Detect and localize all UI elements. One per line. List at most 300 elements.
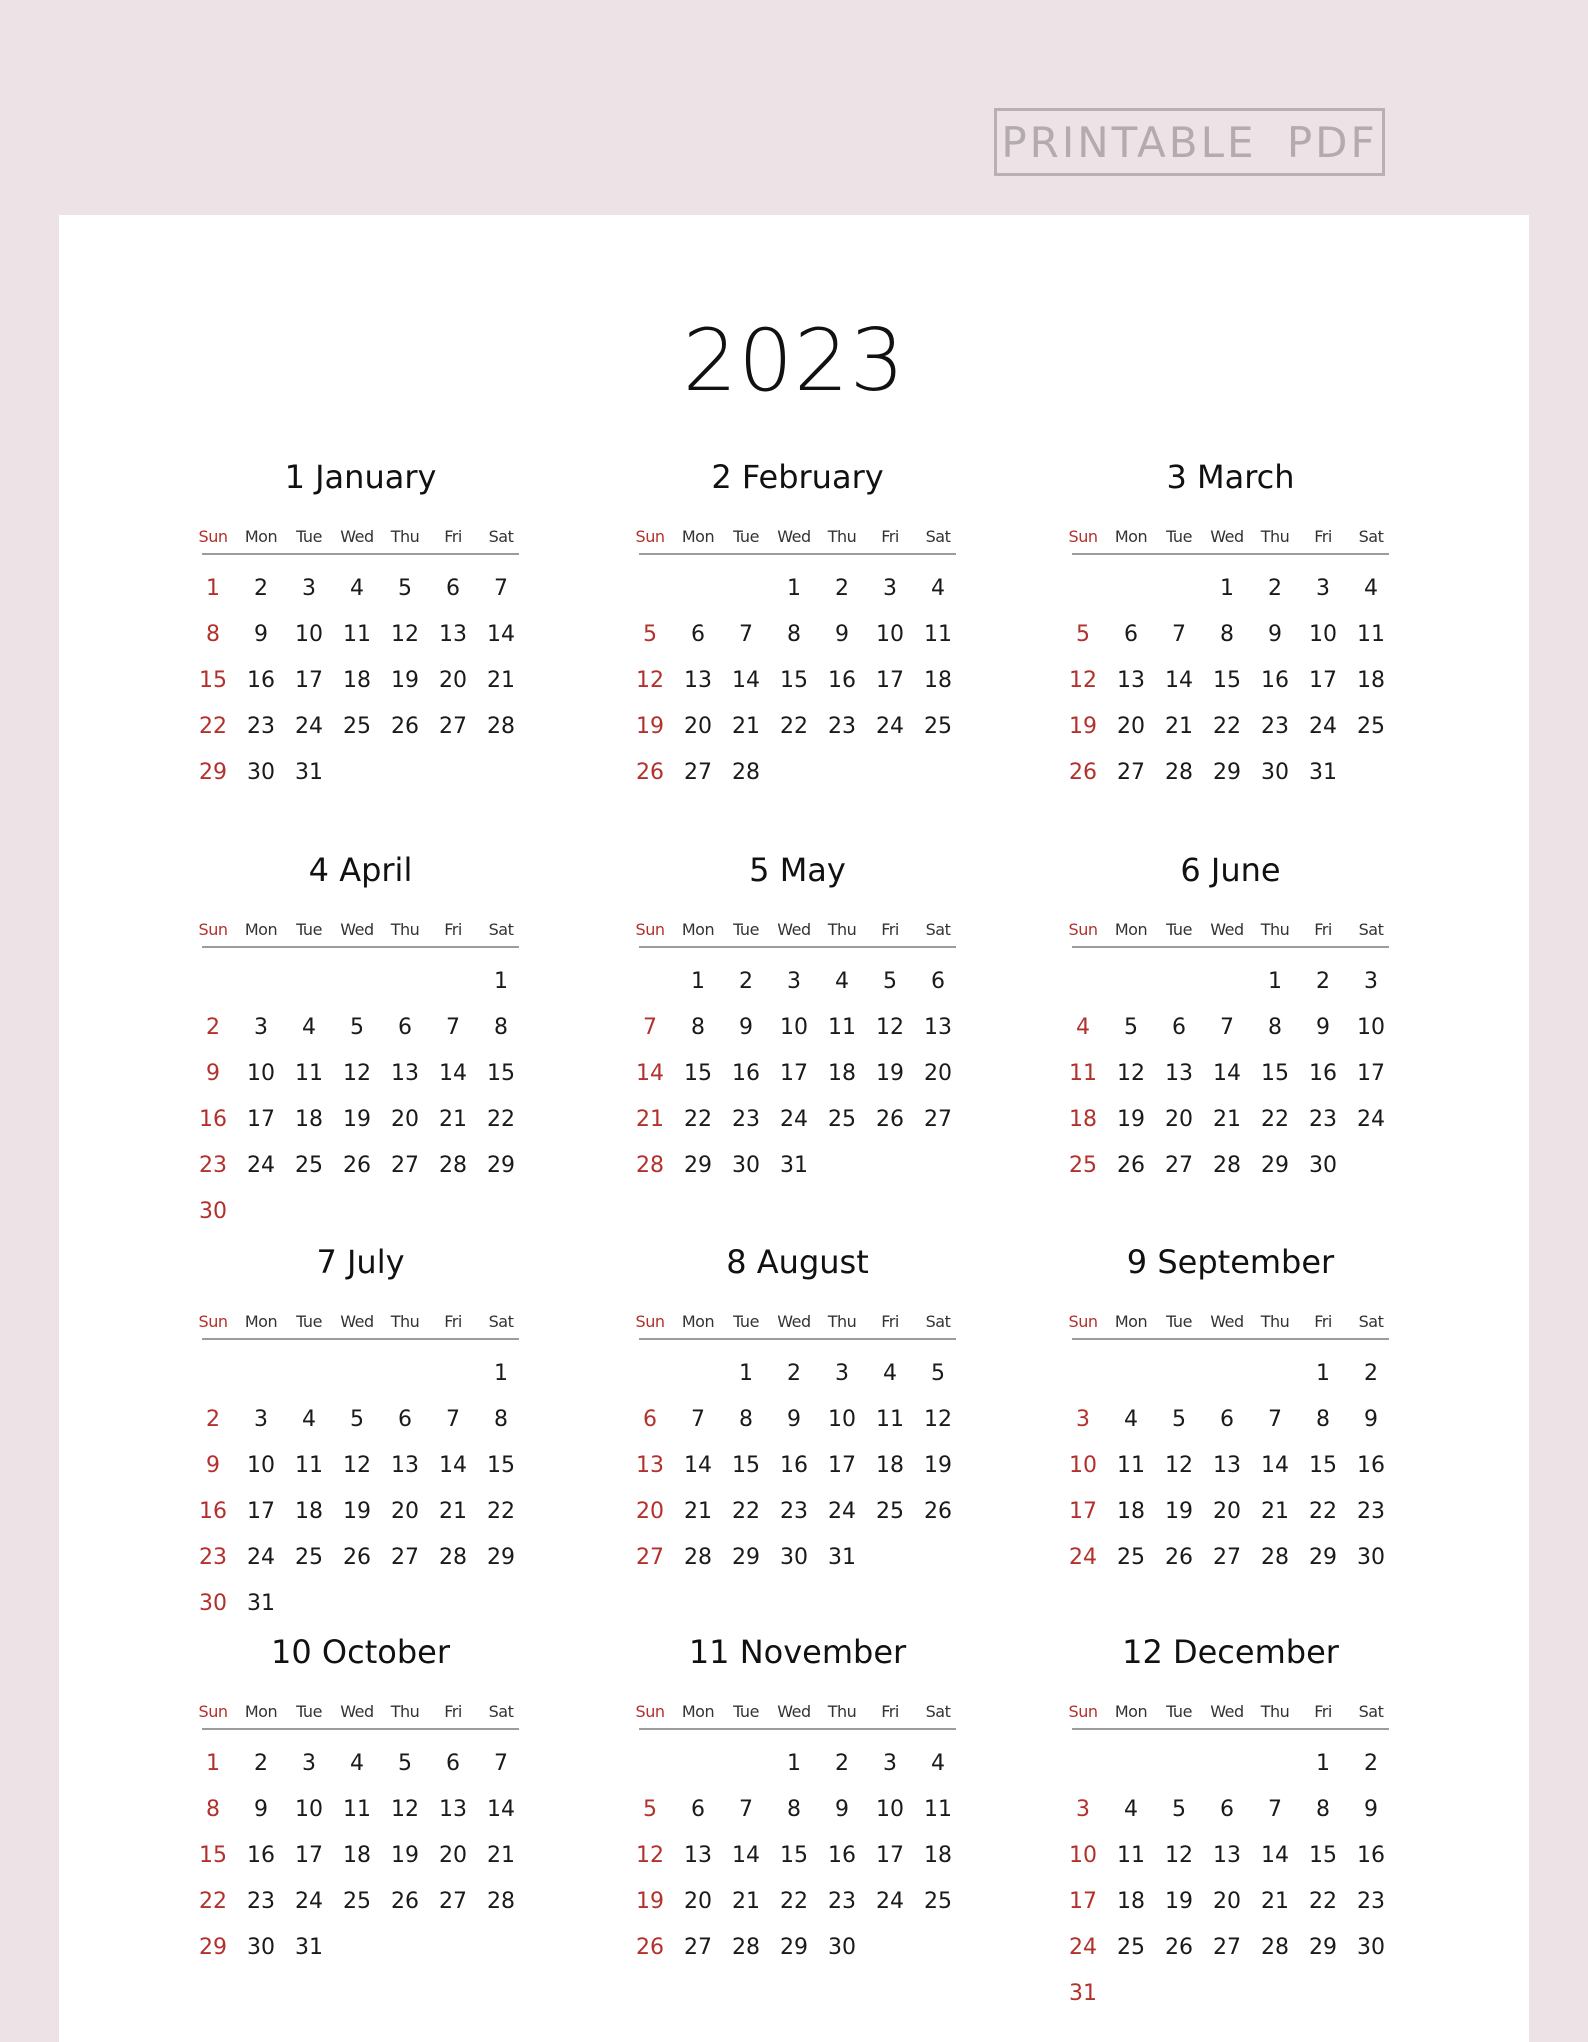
- date: 16: [1309, 1061, 1337, 1086]
- date: 23: [1309, 1107, 1337, 1132]
- weekday-label: Fri: [1314, 1312, 1332, 1331]
- date: 27: [439, 1889, 467, 1914]
- weekday-label: Fri: [444, 527, 462, 546]
- date: 22: [1309, 1499, 1337, 1524]
- date: 21: [487, 668, 515, 693]
- weekday-label: Wed: [1210, 527, 1244, 546]
- date: 3: [1316, 576, 1330, 601]
- date: 21: [1261, 1889, 1289, 1914]
- date: 24: [780, 1107, 808, 1132]
- weekday-label: Thu: [390, 1312, 420, 1331]
- sunday-date: 15: [199, 668, 227, 693]
- weekday-label: Thu: [390, 920, 420, 939]
- sunday-date: 16: [199, 1499, 227, 1524]
- date: 14: [487, 1797, 515, 1822]
- date: 10: [1357, 1015, 1385, 1040]
- date: 20: [439, 1843, 467, 1868]
- date: 27: [1165, 1153, 1193, 1178]
- date: 2: [835, 576, 849, 601]
- date: 12: [924, 1407, 952, 1432]
- date: 18: [1357, 668, 1385, 693]
- date: 18: [343, 668, 371, 693]
- weekday-label: Sat: [488, 527, 514, 546]
- weekday-label: Wed: [340, 527, 374, 546]
- month-title: 1 January: [284, 458, 437, 496]
- date: 31: [247, 1591, 275, 1616]
- month-title: 10 October: [271, 1633, 450, 1671]
- sunday-date: 12: [1069, 668, 1097, 693]
- date: 1: [787, 1751, 801, 1776]
- date: 27: [439, 714, 467, 739]
- date: 19: [876, 1061, 904, 1086]
- weekday-label: Thu: [827, 920, 857, 939]
- date: 3: [787, 969, 801, 994]
- date: 26: [343, 1153, 371, 1178]
- date: 14: [1261, 1453, 1289, 1478]
- date: 27: [1213, 1935, 1241, 1960]
- date: 28: [684, 1545, 712, 1570]
- date: 6: [446, 1751, 460, 1776]
- sunday-date: 30: [199, 1591, 227, 1616]
- date: 3: [302, 576, 316, 601]
- date: 17: [876, 1843, 904, 1868]
- weekday-header: [635, 1312, 956, 1340]
- sunday-date: 29: [199, 760, 227, 785]
- calendar-sheet: [59, 215, 1529, 2042]
- weekday-label: Wed: [340, 920, 374, 939]
- sunday-date: 9: [206, 1453, 220, 1478]
- date: 9: [1268, 622, 1282, 647]
- weekday-label: Sat: [488, 1312, 514, 1331]
- date: 26: [1165, 1545, 1193, 1570]
- date: 14: [1261, 1843, 1289, 1868]
- date: 7: [446, 1407, 460, 1432]
- date: 29: [684, 1153, 712, 1178]
- date: 21: [1261, 1499, 1289, 1524]
- date: 15: [780, 1843, 808, 1868]
- date: 18: [876, 1453, 904, 1478]
- date: 11: [343, 622, 371, 647]
- date: 10: [876, 622, 904, 647]
- date: 28: [1213, 1153, 1241, 1178]
- date: 1: [1316, 1361, 1330, 1386]
- date: 30: [1357, 1545, 1385, 1570]
- date: 1: [494, 969, 508, 994]
- weekday-label: Thu: [390, 527, 420, 546]
- weekday-label: Mon: [681, 920, 715, 939]
- date: 22: [1309, 1889, 1337, 1914]
- weekday-label: Wed: [777, 527, 811, 546]
- date: 25: [295, 1545, 323, 1570]
- date: 2: [254, 576, 268, 601]
- weekday-label: Tue: [1166, 920, 1192, 939]
- weekday-header: [1068, 1702, 1389, 1730]
- date: 12: [876, 1015, 904, 1040]
- date: 28: [732, 760, 760, 785]
- date: 3: [883, 576, 897, 601]
- date: 12: [1165, 1843, 1193, 1868]
- weekday-label: Wed: [777, 1702, 811, 1721]
- date: 6: [931, 969, 945, 994]
- date: 25: [924, 714, 952, 739]
- weekday-label: Wed: [1210, 1702, 1244, 1721]
- date: 27: [684, 760, 712, 785]
- sunday-date: 23: [199, 1153, 227, 1178]
- date: 22: [684, 1107, 712, 1132]
- date: 28: [487, 1889, 515, 1914]
- date: 16: [1357, 1453, 1385, 1478]
- date: 6: [398, 1407, 412, 1432]
- sunday-date: 23: [199, 1545, 227, 1570]
- date: 23: [828, 1889, 856, 1914]
- sunday-date: 12: [636, 668, 664, 693]
- weekday-label: Sat: [1358, 1702, 1384, 1721]
- date: 25: [343, 714, 371, 739]
- date: 4: [302, 1407, 316, 1432]
- date: 24: [876, 1889, 904, 1914]
- sunday-date: 4: [1076, 1015, 1090, 1040]
- date: 24: [295, 714, 323, 739]
- sunday-date: 2: [206, 1015, 220, 1040]
- date: 5: [1124, 1015, 1138, 1040]
- date: 4: [835, 969, 849, 994]
- date: 16: [732, 1061, 760, 1086]
- date: 24: [1357, 1107, 1385, 1132]
- date: 9: [1364, 1797, 1378, 1822]
- date: 19: [1165, 1889, 1193, 1914]
- date: 15: [1213, 668, 1241, 693]
- weekday-label: Tue: [296, 1312, 322, 1331]
- date: 13: [439, 1797, 467, 1822]
- month-title: 9 September: [1126, 1243, 1335, 1281]
- date: 11: [1117, 1453, 1145, 1478]
- date: 4: [302, 1015, 316, 1040]
- weekday-label: Sun: [635, 920, 665, 939]
- weekday-label: Fri: [1314, 527, 1332, 546]
- weekday-label: Fri: [1314, 1702, 1332, 1721]
- date: 5: [1172, 1407, 1186, 1432]
- date: 6: [1220, 1797, 1234, 1822]
- date: 12: [391, 1797, 419, 1822]
- weekday-label: Fri: [444, 1702, 462, 1721]
- weekday-label: Mon: [244, 1702, 278, 1721]
- date: 10: [295, 1797, 323, 1822]
- weekday-label: Sat: [925, 1312, 951, 1331]
- date: 3: [302, 1751, 316, 1776]
- weekday-header: [198, 920, 519, 948]
- date: 15: [684, 1061, 712, 1086]
- date: 25: [1117, 1545, 1145, 1570]
- weekday-label: Sun: [1068, 1702, 1098, 1721]
- date: 19: [391, 1843, 419, 1868]
- weekday-label: Fri: [881, 920, 899, 939]
- date: 5: [883, 969, 897, 994]
- weekday-label: Sat: [1358, 920, 1384, 939]
- date: 9: [739, 1015, 753, 1040]
- date: 14: [439, 1453, 467, 1478]
- date: 7: [1220, 1015, 1234, 1040]
- sunday-date: 24: [1069, 1545, 1097, 1570]
- date: 8: [494, 1015, 508, 1040]
- date: 25: [1357, 714, 1385, 739]
- date: 23: [732, 1107, 760, 1132]
- sunday-date: 5: [1076, 622, 1090, 647]
- weekday-label: Sun: [198, 920, 228, 939]
- date: 6: [691, 1797, 705, 1822]
- sunday-date: 8: [206, 1797, 220, 1822]
- date: 20: [1165, 1107, 1193, 1132]
- date: 9: [1316, 1015, 1330, 1040]
- weekday-label: Sun: [635, 1312, 665, 1331]
- date: 21: [1213, 1107, 1241, 1132]
- date: 1: [691, 969, 705, 994]
- date: 12: [391, 622, 419, 647]
- sunday-date: 10: [1069, 1453, 1097, 1478]
- weekday-label: Mon: [1114, 920, 1148, 939]
- date: 17: [876, 668, 904, 693]
- date: 2: [1316, 969, 1330, 994]
- date: 10: [780, 1015, 808, 1040]
- date: 31: [780, 1153, 808, 1178]
- date: 30: [1261, 760, 1289, 785]
- date: 25: [295, 1153, 323, 1178]
- date: 7: [494, 1751, 508, 1776]
- date: 15: [780, 668, 808, 693]
- date: 29: [1261, 1153, 1289, 1178]
- date: 11: [876, 1407, 904, 1432]
- date: 26: [1117, 1153, 1145, 1178]
- date: 8: [739, 1407, 753, 1432]
- date: 7: [691, 1407, 705, 1432]
- date: 3: [254, 1015, 268, 1040]
- date: 19: [1165, 1499, 1193, 1524]
- date: 14: [1165, 668, 1193, 693]
- weekday-label: Sun: [1068, 920, 1098, 939]
- date: 7: [494, 576, 508, 601]
- sunday-date: 3: [1076, 1797, 1090, 1822]
- date: 6: [1124, 622, 1138, 647]
- date: 6: [691, 622, 705, 647]
- date: 21: [732, 1889, 760, 1914]
- date: 13: [1213, 1453, 1241, 1478]
- date: 10: [247, 1453, 275, 1478]
- date: 12: [1165, 1453, 1193, 1478]
- date: 29: [1309, 1545, 1337, 1570]
- sunday-date: 19: [1069, 714, 1097, 739]
- date: 7: [1268, 1407, 1282, 1432]
- date: 18: [924, 668, 952, 693]
- date: 9: [254, 622, 268, 647]
- date: 9: [835, 1797, 849, 1822]
- date: 7: [446, 1015, 460, 1040]
- weekday-label: Mon: [244, 920, 278, 939]
- date: 13: [924, 1015, 952, 1040]
- weekday-label: Sun: [198, 1312, 228, 1331]
- weekday-header: [198, 1702, 519, 1730]
- date: 2: [1364, 1751, 1378, 1776]
- date: 23: [247, 714, 275, 739]
- date: 24: [295, 1889, 323, 1914]
- sunday-date: 31: [1069, 1981, 1097, 2006]
- date: 12: [343, 1453, 371, 1478]
- date: 1: [1316, 1751, 1330, 1776]
- weekday-label: Tue: [1166, 527, 1192, 546]
- date: 27: [391, 1545, 419, 1570]
- weekday-header: [635, 920, 956, 948]
- date: 12: [343, 1061, 371, 1086]
- date: 4: [931, 1751, 945, 1776]
- date: 2: [254, 1751, 268, 1776]
- date: 26: [391, 714, 419, 739]
- sunday-date: 1: [206, 1751, 220, 1776]
- date: 24: [247, 1153, 275, 1178]
- weekday-label: Thu: [1260, 527, 1290, 546]
- date: 18: [1117, 1499, 1145, 1524]
- date: 5: [1172, 1797, 1186, 1822]
- sunday-date: 19: [636, 714, 664, 739]
- date: 27: [1117, 760, 1145, 785]
- date: 22: [780, 1889, 808, 1914]
- date: 5: [398, 1751, 412, 1776]
- date: 27: [684, 1935, 712, 1960]
- date: 23: [1261, 714, 1289, 739]
- date: 11: [828, 1015, 856, 1040]
- date: 19: [343, 1107, 371, 1132]
- sunday-date: 16: [199, 1107, 227, 1132]
- date: 29: [1309, 1935, 1337, 1960]
- weekday-label: Tue: [733, 527, 759, 546]
- date: 19: [391, 668, 419, 693]
- weekday-header: [198, 527, 519, 555]
- date: 15: [1309, 1843, 1337, 1868]
- date: 24: [1309, 714, 1337, 739]
- weekday-label: Fri: [444, 1312, 462, 1331]
- date: 30: [780, 1545, 808, 1570]
- weekday-label: Thu: [827, 1702, 857, 1721]
- sunday-date: 2: [206, 1407, 220, 1432]
- date: 8: [1268, 1015, 1282, 1040]
- sunday-date: 28: [636, 1153, 664, 1178]
- date: 17: [295, 668, 323, 693]
- weekday-label: Wed: [1210, 1312, 1244, 1331]
- sunday-date: 27: [636, 1545, 664, 1570]
- date: 30: [247, 760, 275, 785]
- weekday-label: Mon: [244, 527, 278, 546]
- weekday-header: [198, 1312, 519, 1340]
- date: 27: [924, 1107, 952, 1132]
- sunday-date: 17: [1069, 1889, 1097, 1914]
- date: 10: [876, 1797, 904, 1822]
- weekday-label: Sat: [488, 920, 514, 939]
- date: 22: [780, 714, 808, 739]
- weekday-label: Thu: [390, 1702, 420, 1721]
- date: 14: [487, 622, 515, 647]
- date: 8: [494, 1407, 508, 1432]
- date: 15: [1309, 1453, 1337, 1478]
- date: 14: [1213, 1061, 1241, 1086]
- date: 25: [924, 1889, 952, 1914]
- weekday-label: Sun: [198, 1702, 228, 1721]
- weekday-label: Sat: [1358, 1312, 1384, 1331]
- date: 16: [780, 1453, 808, 1478]
- date: 13: [391, 1453, 419, 1478]
- sunday-date: 5: [643, 1797, 657, 1822]
- weekday-header: [1068, 920, 1389, 948]
- date: 5: [398, 576, 412, 601]
- month-title: 6 June: [1180, 851, 1281, 889]
- date: 25: [876, 1499, 904, 1524]
- date: 21: [439, 1499, 467, 1524]
- date: 28: [487, 714, 515, 739]
- sunday-date: 5: [643, 622, 657, 647]
- sunday-date: 10: [1069, 1843, 1097, 1868]
- date: 16: [828, 1843, 856, 1868]
- weekday-label: Thu: [1260, 1312, 1290, 1331]
- date: 20: [684, 1889, 712, 1914]
- month-title: 8 August: [726, 1243, 869, 1281]
- date: 20: [1213, 1889, 1241, 1914]
- weekday-label: Sun: [1068, 1312, 1098, 1331]
- date: 17: [247, 1499, 275, 1524]
- date: 25: [343, 1889, 371, 1914]
- date: 30: [1357, 1935, 1385, 1960]
- date: 10: [247, 1061, 275, 1086]
- date: 11: [1117, 1843, 1145, 1868]
- date: 18: [295, 1107, 323, 1132]
- weekday-label: Fri: [444, 920, 462, 939]
- sunday-date: 24: [1069, 1935, 1097, 1960]
- date: 27: [1213, 1545, 1241, 1570]
- weekday-header: [635, 527, 956, 555]
- weekday-label: Tue: [1166, 1312, 1192, 1331]
- date: 3: [835, 1361, 849, 1386]
- sunday-date: 14: [636, 1061, 664, 1086]
- weekday-label: Fri: [881, 1702, 899, 1721]
- date: 6: [398, 1015, 412, 1040]
- weekday-label: Fri: [1314, 920, 1332, 939]
- date: 16: [247, 1843, 275, 1868]
- date: 7: [739, 622, 753, 647]
- weekday-label: Mon: [1114, 1702, 1148, 1721]
- date: 18: [295, 1499, 323, 1524]
- date: 2: [1268, 576, 1282, 601]
- date: 8: [787, 622, 801, 647]
- date: 17: [1357, 1061, 1385, 1086]
- weekday-label: Mon: [1114, 1312, 1148, 1331]
- month-title: 11 November: [688, 1633, 907, 1671]
- date: 7: [1268, 1797, 1282, 1822]
- weekday-label: Wed: [777, 920, 811, 939]
- date: 22: [487, 1499, 515, 1524]
- date: 17: [828, 1453, 856, 1478]
- weekday-label: Mon: [681, 1702, 715, 1721]
- date: 13: [391, 1061, 419, 1086]
- date: 18: [343, 1843, 371, 1868]
- weekday-label: Fri: [881, 1312, 899, 1331]
- date: 21: [1165, 714, 1193, 739]
- weekday-label: Sat: [925, 1702, 951, 1721]
- date: 13: [1165, 1061, 1193, 1086]
- weekday-header: [1068, 527, 1389, 555]
- date: 20: [391, 1499, 419, 1524]
- date: 21: [684, 1499, 712, 1524]
- date: 14: [684, 1453, 712, 1478]
- date: 28: [1165, 760, 1193, 785]
- date: 10: [1309, 622, 1337, 647]
- date: 16: [1261, 668, 1289, 693]
- date: 18: [828, 1061, 856, 1086]
- date: 11: [924, 622, 952, 647]
